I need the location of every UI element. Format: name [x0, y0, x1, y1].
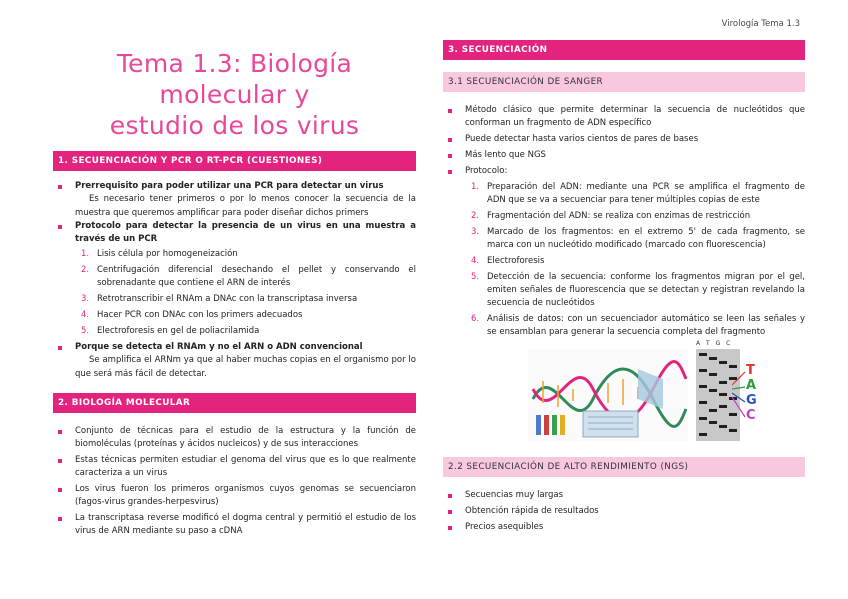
step-item: 6. Análisis de datos: con un secuenciador automático se leen las señales y se ensamblan para generar la secuencia completa del fragmento [471, 314, 805, 337]
sanger-steps [443, 181, 805, 339]
list-item: Más lento que NGS [443, 149, 805, 162]
step-item: 1. Preparación del ADN: mediante una PCR se amplifica el fragmento de ADN que se va a secuenciar para tener múltiples copias de este [471, 182, 805, 205]
gel-label-a: A [746, 378, 757, 393]
list-item: Protocolo: [443, 165, 805, 178]
gel-label-t: T [746, 363, 755, 378]
gel-label-c: C [746, 408, 756, 423]
sanger-figure [528, 340, 803, 441]
gel-panel [696, 340, 796, 441]
section-1-heading: 1. SECUENCIACIÓN Y PCR O RT-PCR (CUESTIONES) [53, 151, 416, 171]
step-item: 5. Detección de la secuencia: conforme los fragmentos migran por el gel, emiten señales de fluorescencia que se detectan y registran revelando la secuencia de nucleótidos [471, 272, 805, 308]
title-line-1: Tema 1.3: Biología molecular y [116, 49, 353, 109]
ngs-list [443, 489, 805, 534]
gel-label-g: G [746, 393, 757, 408]
paragraph: Es necesario tener primeros o por lo menos conocer la secuencia de la muestra que queremos amplificar para poder diseñar dichos primers [75, 194, 416, 218]
list-item: Estas técnicas permiten estudiar el genoma del virus que es lo que realmente caracteriza a un virus [53, 454, 416, 480]
list-item: Puede detectar hasta varios cientos de pares de bases [443, 133, 805, 146]
right-column [443, 40, 805, 534]
left-column [53, 48, 416, 538]
step-item: 2. Fragmentación del ADN: se realiza con enzimas de restricción [471, 211, 751, 221]
title-line-2: estudio de los virus [109, 111, 360, 140]
section-1-list-2 [53, 220, 416, 246]
list-item: Porque se detecta el RNAm y no el ARN o ADN convencional [53, 341, 416, 354]
section-1-list-3 [53, 341, 416, 354]
list-item: Conjunto de técnicas para el estudio de la estructura y la función de biomoléculas (proteínas y ácidos nucleicos) y de sus interacciones [53, 425, 416, 451]
step-item: 5. Electroforesis en gel de poliacrilamida [81, 326, 260, 336]
paragraph: Se amplifica el ARNm ya que al haber muchas copias en el organismo por lo que será más fácil de detectar. [75, 355, 416, 379]
list-item: Método clásico que permite determinar la secuencia de nucleótidos que conforman un fragmento de ADN específico [443, 104, 805, 130]
section-2-heading: 2. BIOLOGÍA MOLECULAR [53, 393, 416, 413]
step-item: 4. Hacer PCR con DNAc con los primers adecuados [81, 310, 303, 320]
protocol-steps [53, 248, 416, 338]
section-1-list [53, 180, 416, 193]
sanger-list [443, 104, 805, 178]
section-3-heading: 3. SECUENCIACIÓN [443, 40, 805, 60]
list-item: Obtención rápida de resultados [443, 505, 805, 518]
step-item: 1. Lisis célula por homogeneización [81, 249, 238, 259]
subsection-ngs-heading: 2.2 SECUENCIACIÓN DE ALTO RENDIMIENTO (NGS) [443, 457, 805, 477]
subsection-sanger-heading: 3.1 SECUENCIACIÓN DE SANGER [443, 72, 805, 92]
step-item: 3. Marcado de los fragmentos: en el extremo 5' de cada fragmento, se marca con un nucleótido modificado (marcado con fluorescencia) [471, 227, 805, 250]
list-item: Protocolo para detectar la presencia de un virus en una muestra a través de un PCR [53, 220, 416, 246]
list-item: Precios asequibles [443, 521, 805, 534]
page-title [53, 48, 416, 141]
header-note: Virología Tema 1.3 [721, 19, 800, 29]
dna-illustration [528, 349, 688, 441]
list-item: Los virus fueron los primeros organismos cuyos genomas se secuenciaron (fagos-virus grandes-herpesvirus) [53, 483, 416, 509]
gel-top-label: A T G C [696, 340, 733, 347]
list-item: La transcriptasa reverse modificó el dogma central y permitió el estudio de los virus de ARN mediante su paso a cDNA [53, 512, 416, 538]
gel-arrows [732, 367, 746, 427]
section-2-list [53, 425, 416, 538]
step-item: 4. Electroforesis [471, 256, 545, 266]
list-item: Prerrequisito para poder utilizar una PCR para detectar un virus [53, 180, 416, 193]
step-item: 2. Centrifugación diferencial desechando el pellet y conservando el sobrenadante que contiene el ARN de interés [81, 265, 416, 288]
step-item: 3. Retrotranscribir el RNAm a DNAc con la transcriptasa inversa [81, 294, 358, 304]
list-item: Secuencias muy largas [443, 489, 805, 502]
